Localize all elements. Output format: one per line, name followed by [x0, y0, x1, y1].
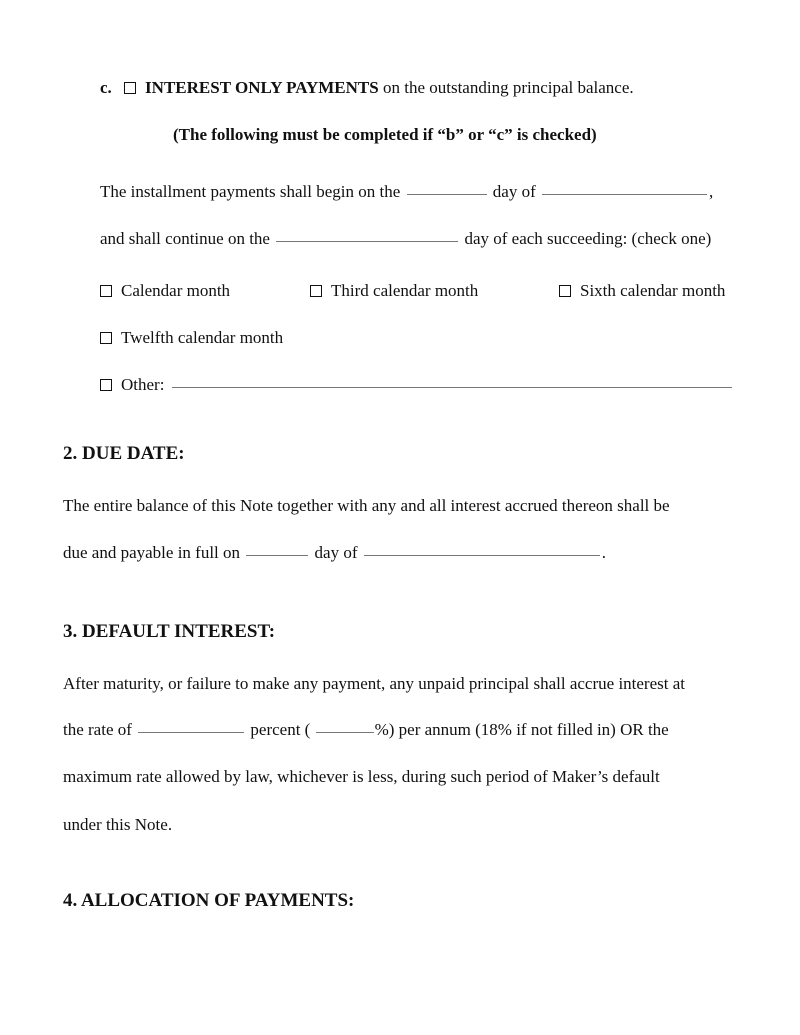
installment-line-1: [100, 182, 713, 202]
third-month-checkbox[interactable]: [310, 285, 322, 297]
other-field[interactable]: [172, 386, 732, 388]
percent-text: percent (: [250, 720, 311, 739]
installment-continue-text: and shall continue on the: [100, 229, 270, 248]
begin-month-field[interactable]: [542, 193, 707, 195]
installment-dayof-text: day of: [492, 182, 536, 201]
instruction-note: (The following must be completed if “b” or “c” is checked): [173, 125, 597, 144]
section-4-heading: 4. ALLOCATION OF PAYMENTS:: [63, 890, 355, 911]
option-calendar-month[interactable]: [100, 281, 230, 301]
item-c-line: [100, 78, 634, 98]
item-c-rest: on the outstanding principal balance.: [382, 78, 634, 97]
twelfth-month-checkbox[interactable]: [100, 332, 112, 344]
due-month-field[interactable]: [364, 554, 600, 556]
comma: ,: [709, 182, 714, 201]
twelfth-month-label: Twelfth calendar month: [121, 328, 284, 347]
sixth-month-checkbox[interactable]: [559, 285, 571, 297]
third-month-label: Third calendar month: [331, 281, 479, 300]
due-dayof-text: day of: [314, 543, 358, 562]
per-annum-text: %) per annum (18% if not filled in) OR the: [374, 720, 669, 739]
item-c-title: INTEREST ONLY PAYMENTS: [145, 78, 379, 97]
installment-line-2: [100, 229, 711, 249]
section-3-heading: 3. DEFAULT INTEREST:: [63, 621, 276, 642]
rate-text: the rate of: [63, 720, 132, 739]
calendar-month-checkbox[interactable]: [100, 285, 112, 297]
section-3-line-1: After maturity, or failure to make any payment, any unpaid principal shall accrue interest at: [63, 674, 685, 693]
other-label: Other:: [121, 375, 165, 394]
other-checkbox[interactable]: [100, 379, 112, 391]
section-3-line-4: under this Note.: [63, 815, 173, 834]
section-3-line-3: maximum rate allowed by law, whichever is less, during such period of Maker’s default: [63, 767, 660, 786]
sixth-month-label: Sixth calendar month: [580, 281, 726, 300]
option-third-calendar-month[interactable]: [310, 281, 478, 301]
continue-day-field[interactable]: [276, 240, 458, 242]
calendar-month-label: Calendar month: [121, 281, 231, 300]
begin-day-field[interactable]: [407, 193, 487, 195]
installment-succeeding-text: day of each succeeding: (check one): [464, 229, 712, 248]
section-2-heading: 2. DUE DATE:: [63, 443, 185, 464]
section-3-line-2: [63, 720, 669, 740]
rate-number-field[interactable]: [316, 731, 374, 733]
item-c-letter: c.: [100, 78, 112, 97]
due-day-field[interactable]: [246, 554, 308, 556]
installment-begin-text: The installment payments shall begin on the: [100, 182, 401, 201]
option-other[interactable]: [100, 375, 732, 395]
rate-words-field[interactable]: [138, 731, 244, 733]
period: .: [601, 543, 606, 562]
section-2-line-1: The entire balance of this Note together with any and all interest accrued thereon shall be: [63, 496, 670, 515]
option-twelfth-calendar-month[interactable]: [100, 328, 283, 348]
interest-only-checkbox[interactable]: [124, 82, 136, 94]
option-sixth-calendar-month[interactable]: [559, 281, 725, 301]
section-2-line-2: [63, 543, 606, 563]
due-text: due and payable in full on: [63, 543, 241, 562]
